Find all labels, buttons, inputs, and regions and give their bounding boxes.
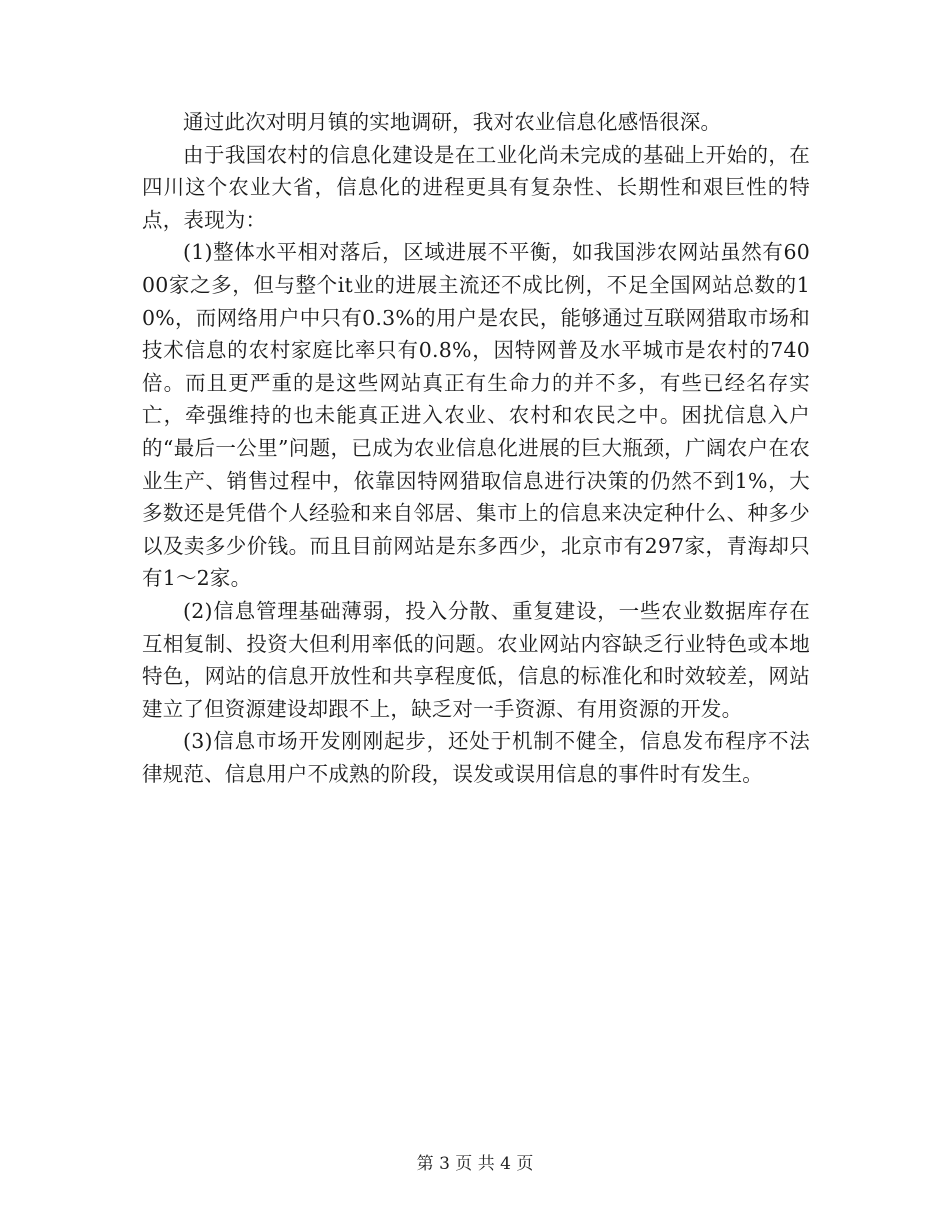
paragraph-intro: 通过此次对明月镇的实地调研，我对农业信息化感悟很深。 (183, 110, 722, 134)
paragraph-point-1: (1)整体水平相对落后，区域进展不平衡，如我国涉农网站虽然有6000家之多，但与整个it业的进展主流还不成比例，不足全国网站总数的10%，而网络用户中只有0.3%的用户是农民，能够通过互联网猎取市场和技术信息的农村家庭比率只有0.8%，因特网普及水平城市是农村的740倍。而且更严重的是这些网站真正有生命力的并不多，有些已经名存实亡，牵强维持的也未能真正进入农业、农村和农民之中。困扰信息入户的“最后一公里”问题，已成为农业信息化进展的巨大瓶颈，广阔农户在农业生产、销售过程中，依靠因特网猎取信息进行决策的仍然不到1%，大多数还是凭借个人经验和来自邻居、集市上的信息来决定种什么、种多少以及卖多少价钱。而且目前网站是东多西少，北京市有297家，青海却只有1～2家。 (142, 240, 810, 591)
paragraph-point-3: (3)信息市场开发刚刚起步，还处于机制不健全，信息发布程序不法律规范、信息用户不成熟的阶段，误发或误用信息的事件时有发生。 (142, 729, 810, 786)
document-body (142, 106, 810, 790)
paragraph-point-2: (2)信息管理基础薄弱，投入分散、重复建设，一些农业数据库存在互相复制、投资大但利用率低的问题。农业网站内容缺乏行业特色或本地特色，网站的信息开放性和共享程度低，信息的标准化和时效较差，网站建立了但资源建设却跟不上，缺乏对一手资源、有用资源的开发。 (142, 598, 810, 721)
page-number-footer: 第 3 页 共 4 页 (416, 1154, 534, 1174)
paragraph-background: 由于我国农村的信息化建设是在工业化尚未完成的基础上开始的，在四川这个农业大省，信息化的进程更具有复杂性、长期性和艰巨性的特点，表现为： (142, 142, 810, 232)
